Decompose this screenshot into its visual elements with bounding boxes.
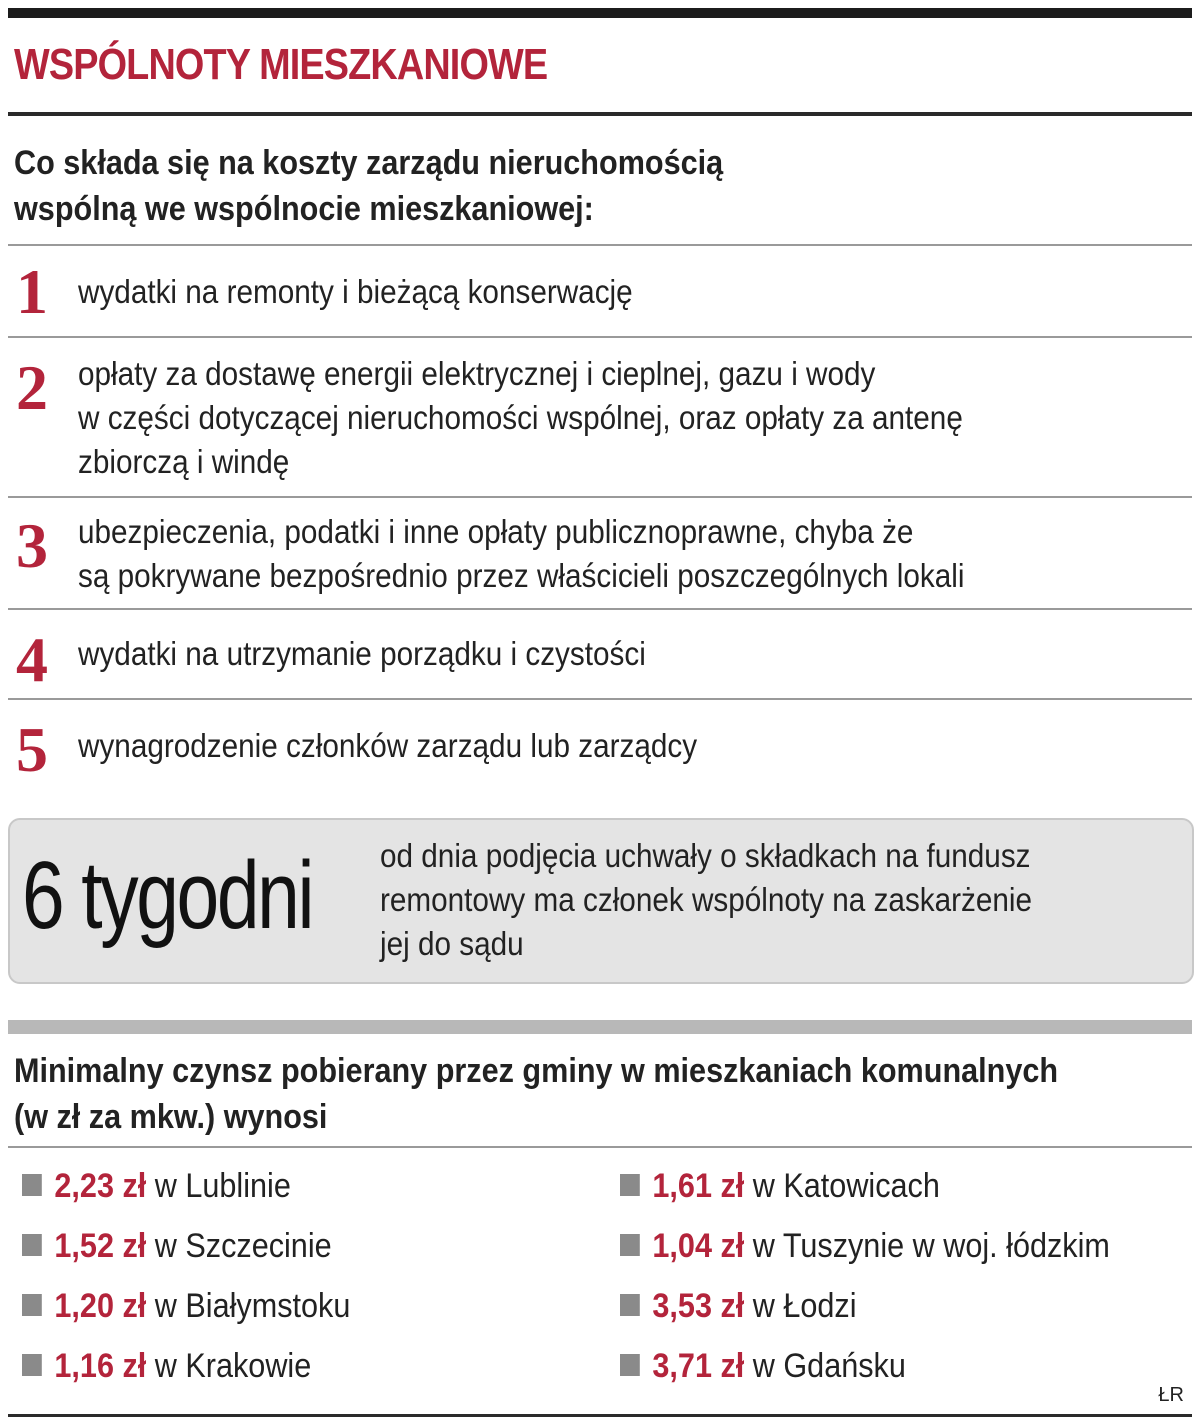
rent-city: w Łodzi bbox=[752, 1287, 857, 1325]
costs-heading-line: Co składa się na koszty zarządu nieruchomością bbox=[14, 144, 724, 182]
rent-city: w Katowicach bbox=[752, 1167, 940, 1205]
bullet-square-icon bbox=[620, 1174, 640, 1196]
item-text-line: opłaty za dostawę energii elektrycznej i cieplnej, gazu i wody bbox=[78, 355, 876, 392]
list-item bbox=[8, 246, 1192, 336]
rent-heading-line: Minimalny czynsz pobierany przez gminy w mieszkaniach komunalnych bbox=[14, 1052, 1059, 1090]
rent-price: 2,23 zł bbox=[54, 1167, 147, 1205]
rent-heading-line: (w zł za mkw.) wynosi bbox=[14, 1098, 328, 1136]
item-text-line: zbiorczą i windę bbox=[78, 443, 290, 480]
callout-text-line: od dnia podjęcia uchwały o składkach na fundusz bbox=[380, 837, 1031, 874]
author-credit: ŁR bbox=[1158, 1384, 1184, 1406]
callout-text-line: remontowy ma członek wspólnoty na zaskarżenie bbox=[380, 881, 1033, 918]
rent-price: 1,61 zł bbox=[652, 1167, 745, 1205]
rent-item bbox=[22, 1224, 332, 1268]
list-item bbox=[8, 498, 1192, 610]
title-divider bbox=[8, 112, 1192, 116]
item-number: 2 bbox=[16, 352, 48, 423]
bullet-square-icon bbox=[620, 1234, 640, 1256]
callout-headline: 6 tygodni bbox=[22, 842, 313, 949]
bullet-square-icon bbox=[620, 1294, 640, 1316]
rent-price: 1,04 zł bbox=[652, 1227, 745, 1265]
item-text-line: wynagrodzenie członków zarządu lub zarządcy bbox=[78, 727, 698, 764]
bullet-square-icon bbox=[22, 1354, 42, 1376]
item-text bbox=[78, 632, 646, 676]
item-text-line: wydatki na utrzymanie porządku i czystości bbox=[78, 635, 646, 672]
item-text bbox=[78, 724, 697, 768]
item-text bbox=[78, 352, 963, 484]
rent-item bbox=[620, 1164, 940, 1208]
rent-price: 3,53 zł bbox=[652, 1287, 745, 1325]
bullet-square-icon bbox=[22, 1234, 42, 1256]
rent-heading bbox=[14, 1048, 1058, 1140]
item-text-line: ubezpieczenia, podatki i inne opłaty publicznoprawne, chyba że bbox=[78, 513, 914, 550]
section-divider bbox=[8, 1020, 1192, 1034]
rent-item bbox=[22, 1344, 311, 1388]
bullet-square-icon bbox=[620, 1354, 640, 1376]
item-text bbox=[78, 270, 633, 314]
item-number: 1 bbox=[16, 256, 48, 327]
list-item bbox=[8, 700, 1192, 796]
callout-text-line: jej do sądu bbox=[380, 925, 524, 962]
item-number: 4 bbox=[16, 624, 48, 695]
rent-city: w Krakowie bbox=[154, 1347, 312, 1385]
rent-item bbox=[620, 1224, 1110, 1268]
rent-price: 1,20 zł bbox=[54, 1287, 147, 1325]
top-rule bbox=[8, 8, 1192, 18]
item-text-line: wydatki na remonty i bieżącą konserwację bbox=[78, 273, 633, 310]
rent-item bbox=[620, 1344, 906, 1388]
rent-city: w Białymstoku bbox=[154, 1287, 351, 1325]
rent-city: w Gdańsku bbox=[752, 1347, 906, 1385]
rent-item bbox=[22, 1164, 291, 1208]
rent-price: 1,16 zł bbox=[54, 1347, 147, 1385]
bullet-square-icon bbox=[22, 1174, 42, 1196]
rent-city: w Lublinie bbox=[154, 1167, 291, 1205]
list-item bbox=[8, 610, 1192, 698]
rent-item bbox=[22, 1284, 350, 1328]
deadline-callout bbox=[8, 818, 1194, 984]
item-text-line: są pokrywane bezpośrednio przez właścicieli poszczególnych lokali bbox=[78, 557, 965, 594]
rent-city: w Szczecinie bbox=[154, 1227, 332, 1265]
rent-price: 3,71 zł bbox=[652, 1347, 745, 1385]
callout-text bbox=[380, 834, 1032, 966]
item-text bbox=[78, 510, 965, 598]
costs-heading-line: wspólną we wspólnocie mieszkaniowej: bbox=[14, 190, 594, 228]
rent-price: 1,52 zł bbox=[54, 1227, 147, 1265]
costs-heading bbox=[14, 140, 723, 232]
list-item bbox=[8, 338, 1192, 498]
rent-city: w Tuszynie w woj. łódzkim bbox=[752, 1227, 1110, 1265]
infographic bbox=[8, 0, 1192, 1424]
rent-item bbox=[620, 1284, 857, 1328]
bottom-rule bbox=[8, 1414, 1192, 1417]
divider bbox=[8, 1146, 1192, 1148]
bullet-square-icon bbox=[22, 1294, 42, 1316]
item-number: 3 bbox=[16, 510, 48, 581]
item-number: 5 bbox=[16, 714, 48, 785]
item-text-line: w części dotyczącej nieruchomości wspólnej, oraz opłaty za antenę bbox=[78, 399, 963, 436]
page-title: WSPÓLNOTY MIESZKANIOWE bbox=[14, 40, 548, 89]
